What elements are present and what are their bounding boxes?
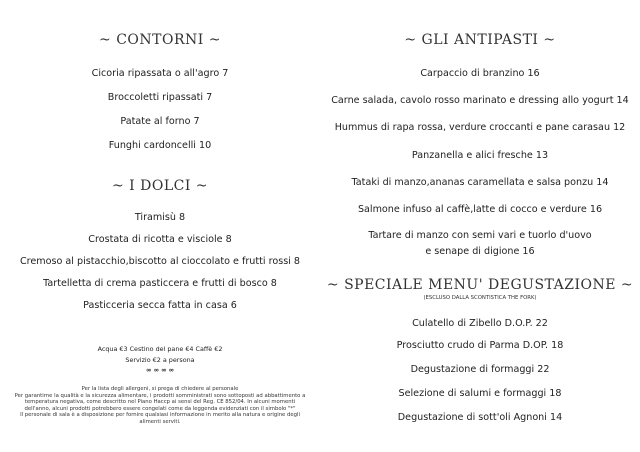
menu-item: Prosciutto crudo di Parma D.OP. 18 — [396, 340, 564, 351]
menu-item: Carne salada, cavolo rosso marinato e dressing allo yogurt 14 — [331, 95, 629, 106]
menu-item: Salmone infuso al caffè,latte di cocco e verdure 16 — [357, 204, 603, 215]
menu-item: Funghi cardoncelli 10 — [108, 140, 212, 151]
extras-prices: Acqua €3 Cestino del pane €4 Caffè €2 — [97, 345, 223, 353]
menu-item: Degustazione di sott'oli Agnoni 14 — [397, 412, 563, 423]
menu-item: Crostata di ricotta e visciole 8 — [88, 234, 232, 245]
haccp-note: Per garantirne la qualità e la sicurezza alimentare, i prodotti somministrati sono sottoposti ad abbattimento a temperatura negativa, come descritto nel Piano Haccp ai sensi del Reg. CE 852/04. In alcuni momenti dell'anno, alcuni prodotti potrebbero essere congelati come da leggenda evidenziati con il simbolo "*" — [14, 392, 306, 412]
allergen-note: Per la lista degli allergeni, si prega di chiedere al personale — [81, 386, 239, 392]
degustazione-subtitle: (ESCLUSO DALLA SCONTISTICA THE FORK) — [423, 295, 537, 301]
contorni-heading: ~ CONTORNI ~ — [99, 32, 221, 48]
menu-item-continued: e senape di digione 16 — [425, 246, 535, 257]
menu-item: Cicoria ripassata o all'agro 7 — [91, 68, 229, 79]
menu-item: Degustazione di formaggi 22 — [410, 364, 550, 375]
service-charge: Servizio €2 a persona — [125, 356, 195, 364]
menu-item: Pasticceria secca fatta in casa 6 — [83, 300, 237, 311]
menu-item: Selezione di salumi e formaggi 18 — [398, 388, 562, 399]
menu-item: Tiramisù 8 — [134, 212, 186, 223]
menu-item: Carpaccio di branzino 16 — [420, 68, 540, 79]
footer-notes — [14, 386, 306, 426]
staff-note: Il personale di sala è a disposizione per fornire qualsiasi informazione in merito alla natura e origine degli alimenti serviti. — [20, 412, 300, 425]
menu-item: Patate al forno 7 — [120, 116, 200, 127]
menu-item: Broccoletti ripassati 7 — [107, 92, 213, 103]
antipasti-heading: ~ GLI ANTIPASTI ~ — [404, 32, 556, 48]
menu-item: Culatello di Zibello D.O.P. 22 — [412, 318, 548, 329]
menu-item: Hummus di rapa rossa, verdure croccanti e pane carasau 12 — [334, 122, 626, 133]
infinity-symbols: ∞ ∞ ∞ ∞ — [146, 366, 174, 374]
menu-item: Panzanella e alici fresche 13 — [411, 150, 549, 161]
menu-item: Tartelletta di crema pasticcera e frutti di bosco 8 — [43, 278, 277, 289]
right-column — [320, 0, 640, 452]
menu-item: Tartare di manzo con semi vari e tuorlo d'uovo — [368, 230, 592, 241]
dolci-heading: ~ I DOLCI ~ — [111, 178, 209, 194]
menu-item: Cremoso al pistacchio,biscotto al cioccolato e frutti rossi 8 — [19, 256, 301, 267]
menu-item: Tataki di manzo,ananas caramellata e salsa ponzu 14 — [351, 177, 609, 188]
degustazione-heading: ~ SPECIALE MENU' DEGUSTAZIONE ~ — [326, 277, 634, 293]
